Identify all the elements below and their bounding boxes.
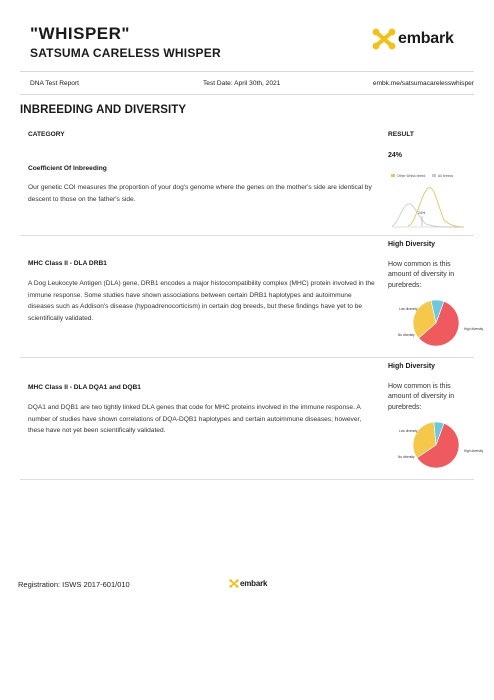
report-url[interactable]: embk.me/satsumacarelesswhisper <box>372 79 474 87</box>
trait-title: MHC Class II - DLA DQA1 and DQB1 <box>28 384 141 391</box>
trait-description: DQA1 and DQB1 are two tightly linked DLA genes that code for MHC proteins involved in the immune response. A number of studies have shown correlations of DQA-DQB1 haplotypes and certain autoimmune diseases; however, these have not yet been scientifically validated. <box>28 404 362 435</box>
pie-label-no-diversity: No diversity <box>398 333 415 337</box>
footer-embark-logo <box>229 579 267 588</box>
all-breeds-curve <box>392 204 464 227</box>
report-meta-row <box>20 71 474 95</box>
dqa1-dqb1-diversity-pie-chart <box>388 414 484 474</box>
pie-label-high-diversity: High diversity <box>464 327 484 331</box>
pie-label-low-diversity: Low diversity <box>399 429 418 433</box>
trait-description: Our genetic COI measures the proportion of your dog's genome where the genes on the mother's side are identical by descent to those on the father's side. <box>28 184 372 203</box>
coi-marker-label: 24% <box>418 211 426 215</box>
trait-title: MHC Class II - DLA DRB1 <box>28 260 107 267</box>
logo-text: embark <box>398 30 454 47</box>
drb1-result: High Diversity <box>388 241 436 248</box>
breed-curve <box>408 188 464 227</box>
test-date: Test Date: April 30th, 2021 <box>203 79 281 87</box>
registration-number: Registration: ISWS 2017-601/010 <box>18 580 130 589</box>
dqa1-dqb1-result: High Diversity <box>388 363 436 370</box>
trait-title: Coefficient Of Inbreeding <box>28 165 107 172</box>
legend-label-all: All breeds <box>438 174 454 178</box>
legend-label-breed: Other Whisk breed <box>397 174 426 178</box>
report-type: DNA Test Report <box>30 79 79 87</box>
embark-logo <box>372 28 454 50</box>
embark-logo-icon <box>372 28 396 50</box>
column-header-result: RESULT <box>388 131 414 138</box>
coi-result: 24% <box>388 152 403 159</box>
trait-description: A Dog Leukocyte Antigen (DLA) gene, DRB1 encodes a major histocompatibility complex (MHC) protein involved in the immune response. Some studies have shown associations between certain DRB1 haplotypes and autoimmune diseases such as Addison's disease (hypoadrenocorticism) in certain dog breeds, but these findings have yet to be scientifically validated. <box>28 280 375 322</box>
registered-name: SATSUMA CARELESS WHISPER <box>30 46 221 60</box>
coi-distribution-chart <box>388 166 468 230</box>
legend-swatch-all <box>432 174 436 177</box>
drb1-diversity-pie-chart <box>388 292 484 352</box>
dog-name: "WHISPER" <box>30 24 130 43</box>
diversity-question: How common is this amount of diversity in purebreds: <box>388 383 455 411</box>
pie-label-high-diversity: High diversity <box>464 449 484 453</box>
pie-label-low-diversity: Low diversity <box>399 307 418 311</box>
legend-swatch-breed <box>391 174 395 177</box>
section-title: INBREEDING AND DIVERSITY <box>20 104 187 116</box>
column-header-category: CATEGORY <box>28 131 65 138</box>
embark-logo-icon <box>229 579 239 588</box>
diversity-question: How common is this amount of diversity in purebreds: <box>388 261 455 289</box>
pie-label-no-diversity: No diversity <box>398 455 415 459</box>
footer-logo-text: embark <box>240 579 268 588</box>
